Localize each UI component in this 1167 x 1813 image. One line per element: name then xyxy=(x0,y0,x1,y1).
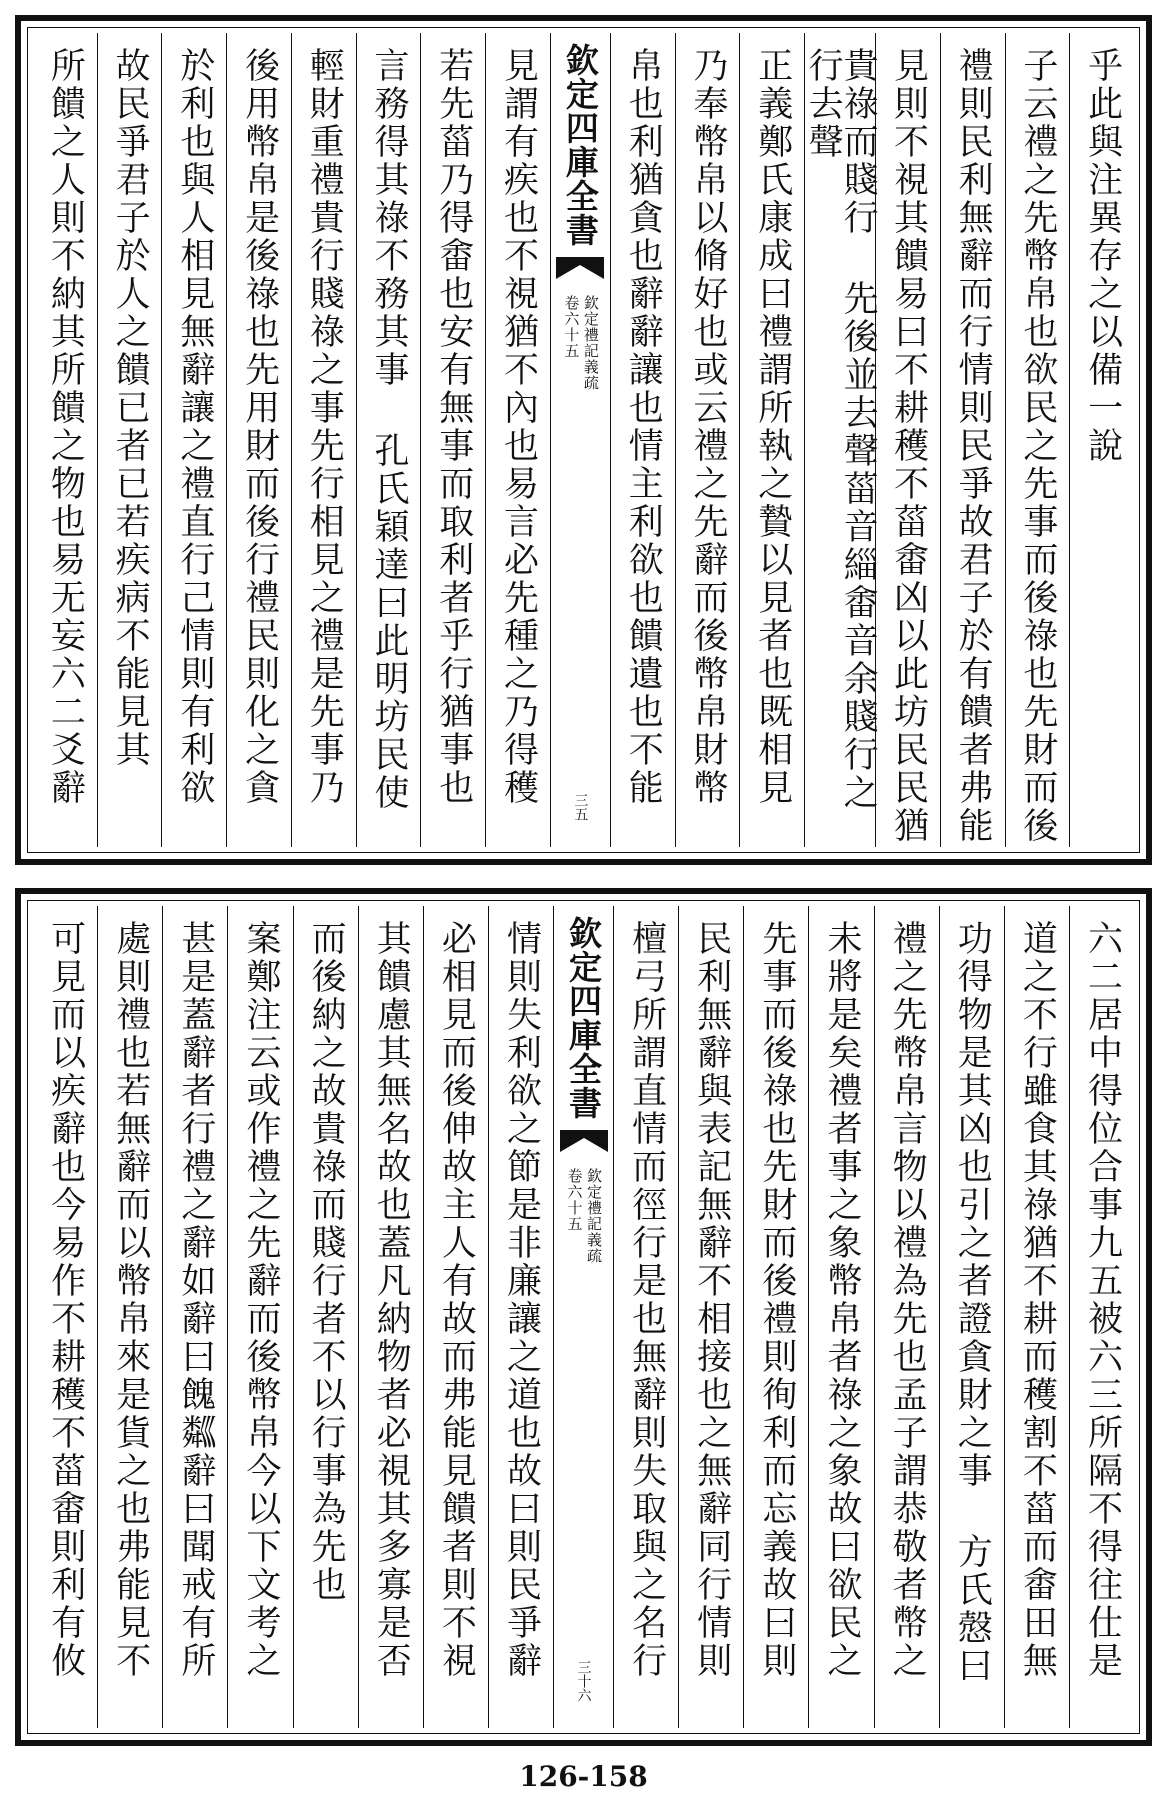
volume-info xyxy=(564,1168,603,1264)
text-column: 功得物是其凶也引之者證貪財之事 方氏慤曰 xyxy=(939,906,1004,1728)
text-column: 道之不行雖食其祿猶不耕而穫割不菑而畬田無 xyxy=(1004,906,1069,1728)
text-column: 情則失利欲之節是非廉讓之道也故曰則民爭辭 xyxy=(488,906,553,1728)
fish-tail-icon xyxy=(558,1128,610,1154)
text-column: 輕財重禮貴行賤祿之事先行相見之禮是先事乃 xyxy=(291,33,356,847)
text-column: 見謂有疾也不視猶不內也易言必先種之乃得穫 xyxy=(485,33,550,847)
top-page xyxy=(15,15,1152,865)
volume-number: 卷六十五 xyxy=(565,1168,584,1232)
text-column: 而後納之故貴祿而賤行者不以行事為先也 xyxy=(293,906,358,1728)
top-page-columns xyxy=(33,33,1134,847)
bottom-page-columns xyxy=(33,906,1134,1728)
text-column: 必相見而後伸故主人有故而弗能見饋者則不視 xyxy=(423,906,488,1728)
footer-page-id: 126-158 xyxy=(519,1760,648,1793)
text-column: 乎此與注異存之以備一說 xyxy=(1069,33,1134,847)
text-column: 處則禮也若無辭而以幣帛來是貨之也弗能見不 xyxy=(97,906,162,1728)
text-column: 帛也利猶貪也辭辭讓也情主利欲也饋遺也不能 xyxy=(610,33,675,847)
text-column: 甚是蓋辭者行禮之辭如辭曰餽𥻘辭曰聞戒有所 xyxy=(162,906,227,1728)
text-column: 其饋慮其無名故也蓋凡納物者必視其多寡是否 xyxy=(358,906,423,1728)
volume-info xyxy=(561,295,600,391)
bottom-page xyxy=(15,888,1152,1746)
text-column: 故民爭君子於人之饋已者已若疾病不能見其 xyxy=(97,33,162,847)
book-title: 欽定四庫全書 xyxy=(564,916,603,1120)
volume-name: 欽定禮記義疏 xyxy=(581,295,600,391)
text-column: 於利也與人相見無辭讓之禮直行己情則有利欲 xyxy=(161,33,226,847)
center-column xyxy=(550,33,610,847)
page-number: 三十六 xyxy=(575,1660,592,1702)
text-column: 貴祿而賤行 先後並去聲菑音緇畬音余賤行之行去聲 xyxy=(804,33,875,847)
page-number: 三五 xyxy=(572,793,589,821)
text-column: 案鄭注云或作禮之先辭而後幣帛今以下文考之 xyxy=(227,906,292,1728)
fish-tail-icon xyxy=(554,255,606,281)
text-column: 未將是矣禮者事之象幣帛者祿之象故曰欲民之 xyxy=(808,906,873,1728)
text-column: 乃奉幣帛以脩好也或云禮之先辭而後幣帛財幣 xyxy=(675,33,740,847)
text-column: 子云禮之先幣帛也欲民之先事而後祿也先財而後 xyxy=(1005,33,1070,847)
volume-number: 卷六十五 xyxy=(562,295,581,359)
text-column: 見則不視其饋易曰不耕穫不菑畬凶以此坊民民猶 xyxy=(875,33,940,847)
text-column: 六二居中得位合事九五被六三所隔不得往仕是 xyxy=(1069,906,1134,1728)
text-column: 禮之先幣帛言物以禮為先也孟子謂恭敬者幣之 xyxy=(874,906,939,1728)
text-column: 檀弓所謂直情而徑行是也無辭則失取與之名行 xyxy=(613,906,678,1728)
text-column: 先事而後祿也先財而後禮則徇利而忘義故曰則 xyxy=(743,906,808,1728)
book-title: 欽定四庫全書 xyxy=(560,43,600,247)
volume-name: 欽定禮記義疏 xyxy=(585,1168,603,1264)
text-column: 言務得其祿不務其事 孔氏穎達曰此明坊民使 xyxy=(356,33,421,847)
text-column: 後用幣帛是後祿也先用財而後行禮民則化之貪 xyxy=(226,33,291,847)
text-column: 正義鄭氏康成曰禮謂所執之贄以見者也既相見 xyxy=(739,33,804,847)
center-column xyxy=(553,906,613,1728)
text-column: 可見而以疾辭也今易作不耕穫不菑畬則利有攸 xyxy=(45,920,86,1680)
text-column: 所饋之人則不納其所饋之物也易无妄六二爻辭 xyxy=(45,47,86,807)
text-column: 民利無辭與表記無辭不相接也之無辭同行情則 xyxy=(678,906,743,1728)
text-column: 若先菑乃得畬也安有無事而取利者乎行猶事也 xyxy=(420,33,485,847)
text-column: 禮則民利無辭而行情則民爭故君子於有饋者弗能 xyxy=(940,33,1005,847)
